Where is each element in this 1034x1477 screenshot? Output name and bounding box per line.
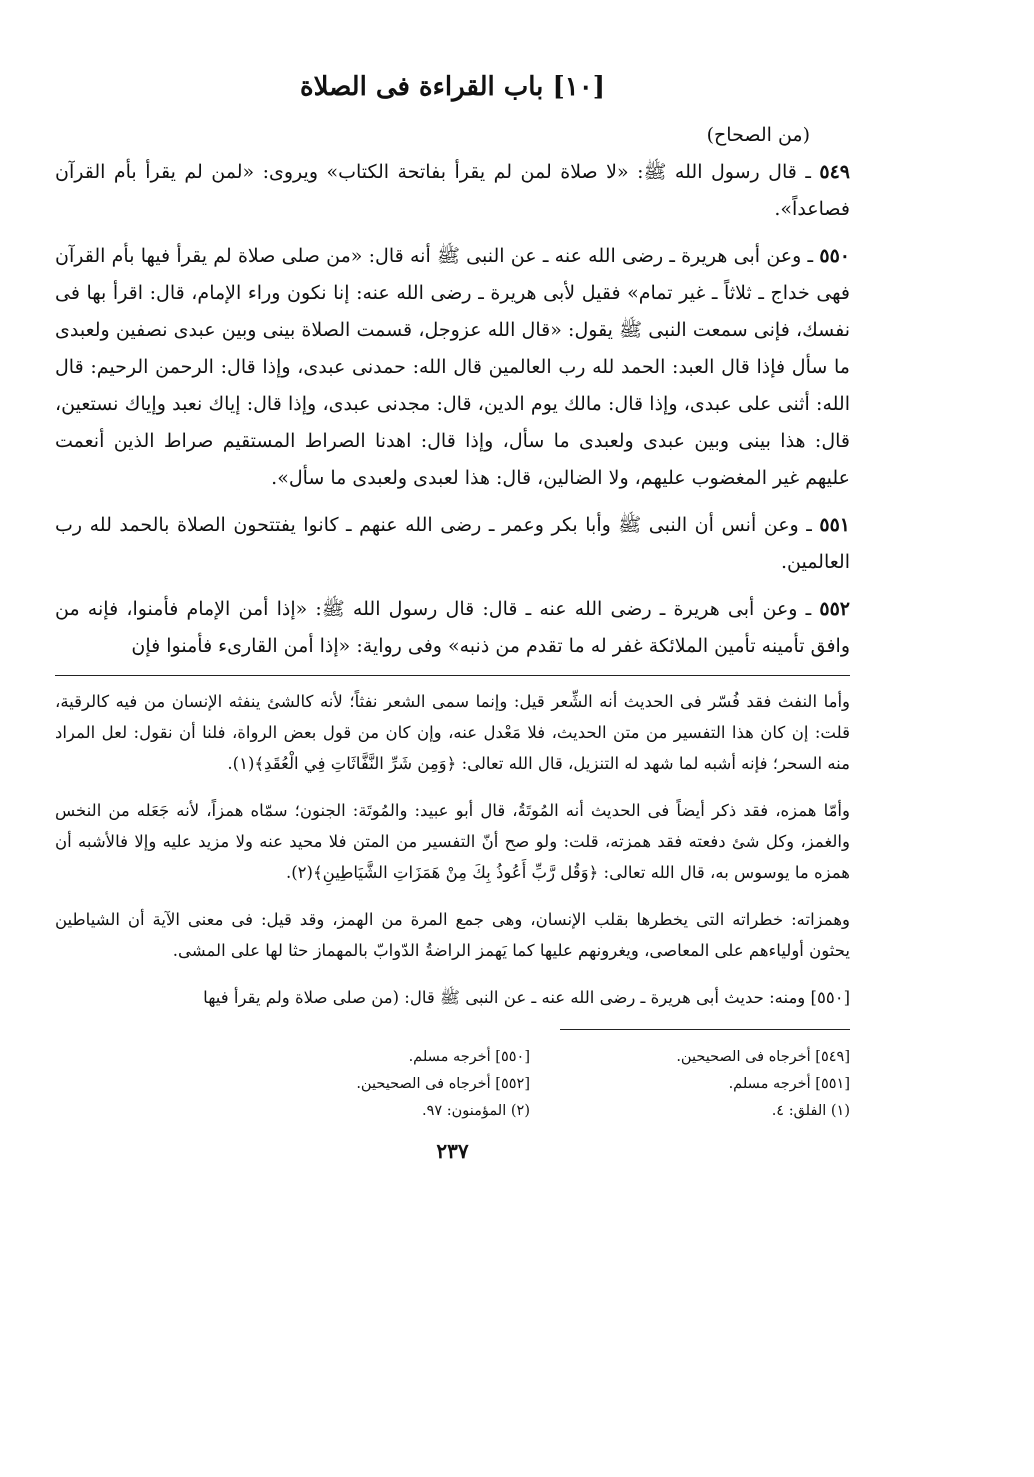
commentary-paragraph: وهمزاته: خطراته التى يخطرها بقلب الإنسان، وهى جمع المرة من الهمز، وقد قيل: فى معنى الآية أن الشياطين يحثون أولياءهم على المعاصى، ويغرونهم عليها كما يَهمز الراضةُ الدّوابّ بالمهماز حثا لها على المشى. [55, 910, 850, 960]
hadith-text: قال رسول الله ﷺ: «لا صلاة لمن لم يقرأ بفاتحة الكتاب» ويروى: «لمن لم يقرأ بأم القرآن فصاعداً». [55, 161, 850, 220]
hadith-number: ٥٤٩ [819, 161, 850, 183]
page-number: ٢٣٧ [436, 1139, 469, 1163]
footnote: [٥٥٠] أخرجه مسلم. [408, 1049, 530, 1065]
footnotes [55, 1044, 850, 1125]
section-subheading: (من الصحاح) [706, 124, 810, 146]
footnote: [٥٤٩] أخرجاه فى الصحيحين. [676, 1049, 850, 1065]
hadith-number: ٥٥٢ [819, 598, 850, 620]
hadith-550: ٥٥٠ ـ وعن أبى هريرة ـ رضى الله عنه ـ عن النبى ﷺ أنه قال: «من صلى صلاة لم يقرأ فيها بأم القرآن فهى خداج ـ ثلاثاً ـ غير تمام» فقيل لأبى هريرة ـ رضى الله عنه: إنا نكون وراء الإمام، قال: اقرأ بها فى نفسك، فإنى سمعت النبى ﷺ يقول: «قال الله عزوجل، قسمت الصلاة بينى وبين عبدى نصفين ولعبدى ما سأل فإذا قال العبد: الحمد لله رب العالمين قال الله: حمدنى عبدى، وإذا قال: الرحمن الرحيم: قال الله: أثنى على عبدى، وإذا قال: مالك يوم الدين، قال: مجدنى عبدى، وإذا قال: إياك نعبد وإياك نستعين، قال: هذا بينى وبين عبدى ولعبدى ما سأل، وإذا قال: اهدنا الصراط المستقيم صراط الذين أنعمت عليهم غير المغضوب عليهم، ولا الضالين، قال: هذا لعبدى ولعبدى ما سأل». [55, 245, 850, 489]
commentary-paragraph: [٥٥٠] ومنه: حديث أبى هريرة ـ رضى الله عنه ـ عن النبى ﷺ قال: (من صلى صلاة ولم يقرأ فيها [203, 988, 850, 1007]
chapter-title: [١٠] باب القراءة فى الصلاة [299, 72, 606, 102]
hadith-text: وعن أنس أن النبى ﷺ وأبا بكر وعمر ـ رضى الله عنهم ـ كانوا يفتتحون الصلاة بالحمد لله رب العالمين. [55, 514, 850, 573]
hadith-text: وعن أبى هريرة ـ رضى الله عنه ـ عن النبى ﷺ أنه قال: «من صلى صلاة لم يقرأ فيها بأم القرآن فهى خداج ـ ثلاثاً ـ غير تمام» فقيل لأبى هريرة ـ رضى الله عنه: إنا نكون وراء الإمام، قال: اقرأ بها فى نفسك، فإنى سمعت النبى ﷺ يقول: «قال الله عزوجل، قسمت الصلاة بينى وبين عبدى نصفين ولعبدى ما سأل فإذا قال العبد: الحمد لله رب العالمين قال الله: حمدنى عبدى، وإذا قال: الرحمن الرحيم: قال الله: أثنى على عبدى، وإذا قال: مالك يوم الدين، قال: مجدنى عبدى، وإذا قال: إياك نعبد وإياك نستعين، قال: هذا بينى وبين عبدى ولعبدى ما سأل، وإذا قال: اهدنا الصراط المستقيم صراط الذين أنعمت عليهم غير المغضوب عليهم، ولا الضالين، قال: هذا لعبدى ولعبدى ما سأل». [55, 245, 850, 489]
hadith-549: ٥٤٩ ـ قال رسول الله ﷺ: «لا صلاة لمن لم يقرأ بفاتحة الكتاب» ويروى: «لمن لم يقرأ بأم القرآن فصاعداً». [55, 161, 850, 220]
footnote: [٥٥٢] أخرجاه فى الصحيحين. [356, 1076, 530, 1092]
footnote-column [210, 1044, 530, 1125]
document-page [55, 60, 850, 1440]
commentary-divider [55, 675, 850, 676]
footnote: (١) الفلق: ٤. [771, 1103, 850, 1119]
footnote: [٥٥١] أخرجه مسلم. [728, 1076, 850, 1092]
hadith-552: ٥٥٢ ـ وعن أبى هريرة ـ رضى الله عنه ـ قال: قال رسول الله ﷺ: «إذا أمن الإمام فأمنوا، فإنه من وافق تأمينه تأمين الملائكة غفر له ما تقدم من ذنبه» وفى رواية: «إذا أمن القارىء فأمنوا فإن [55, 598, 850, 657]
commentary-paragraph: وأما النفث فقد فُسّر فى الحديث أنه الشِّعر قيل: وإنما سمى الشعر نفثاً؛ لأنه كالشئ ينفثه الإنسان من فيه كالرقية، قلت: إن كان هذا التفسير من متن الحديث، فلا مَعْدل عنه، وإن كان من قول بعض الرواة، فلنا أن نقول: لعل المراد منه السحر؛ فإنه أشبه لما شهد له التنزيل، قال الله تعالى: ﴿وَمِن شَرِّ النَّفَّاثَاتِ فِي الْعُقَدِ﴾(١). [55, 692, 850, 773]
hadith-text: وعن أبى هريرة ـ رضى الله عنه ـ قال: قال رسول الله ﷺ: «إذا أمن الإمام فأمنوا، فإنه من وافق تأمينه تأمين الملائكة غفر له ما تقدم من ذنبه» وفى رواية: «إذا أمن القارىء فأمنوا فإن [55, 598, 850, 657]
footnote-column [530, 1044, 850, 1125]
hadith-number: ٥٥٠ [819, 245, 850, 267]
hadith-number: ٥٥١ [819, 514, 850, 536]
hadith-551: ٥٥١ ـ وعن أنس أن النبى ﷺ وأبا بكر وعمر ـ رضى الله عنهم ـ كانوا يفتتحون الصلاة بالحمد لله رب العالمين. [55, 514, 850, 573]
footnote-divider [560, 1029, 850, 1030]
footnote: (٢) المؤمنون: ٩٧. [421, 1103, 530, 1119]
commentary-paragraph: وأمّا همزه، فقد ذكر أيضاً فى الحديث أنه المُوتَةُ، قال أبو عبيد: والمُوتَة: الجنون؛ سمّاه همزاً، لأنه جَعَله من النخس والغمز، وكل شئ دفعته فقد همزته، قلت: ولو صح أنّ التفسير من المتن فلا محيد عنه ولا مزيد عليه وإلا فالأشبه أن همزه ما يوسوس به، قال الله تعالى: ﴿وَقُل رَّبِّ أَعُوذُ بِكَ مِنْ هَمَزَاتِ الشَّيَاطِينِ﴾(٢). [55, 801, 850, 882]
